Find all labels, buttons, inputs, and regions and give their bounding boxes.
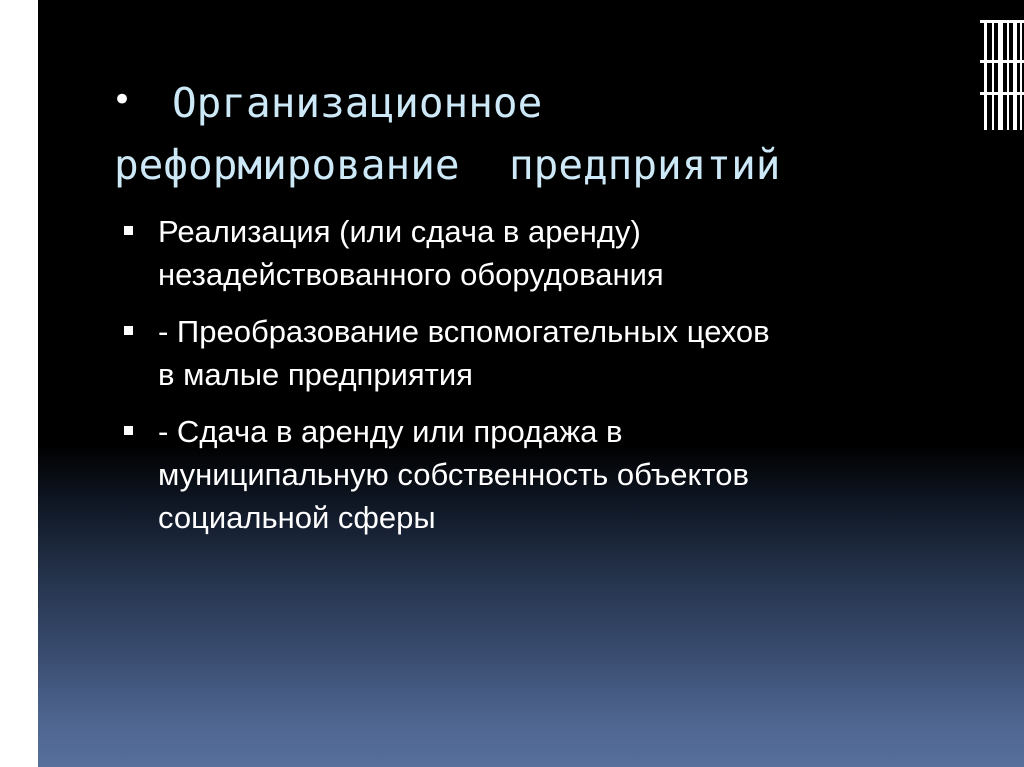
title-bullet: •: [112, 80, 133, 120]
title-line-1: Организационное: [172, 79, 543, 127]
bullet-list: [122, 210, 1002, 553]
list-item-line: незадействованного оборудования: [158, 257, 664, 292]
slide-background: [38, 0, 1024, 767]
list-item-line: муниципальную собственность объектов: [158, 457, 749, 492]
list-item-line: Реализация (или сдача в аренду): [158, 214, 641, 249]
list-item: [122, 310, 1002, 396]
title-line-2: реформирование предприятий: [114, 141, 781, 189]
list-item-line: - Преобразование вспомогательных цехов: [158, 314, 770, 349]
page-title: [114, 72, 1014, 196]
list-item: [122, 210, 1002, 296]
square-bullet-icon: [124, 326, 133, 335]
square-bullet-icon: [124, 426, 133, 435]
list-item: [122, 410, 1002, 539]
list-item-line: - Сдача в аренду или продажа в: [158, 414, 623, 449]
list-item-line: в малые предприятия: [158, 357, 473, 392]
square-bullet-icon: [124, 226, 133, 235]
list-item-line: социальной сферы: [158, 500, 436, 535]
